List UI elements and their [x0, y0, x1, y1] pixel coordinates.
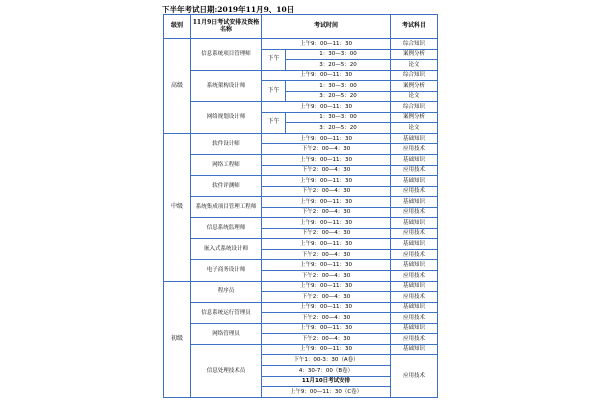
table-row	[164, 239, 438, 250]
exam-schedule-table	[163, 14, 438, 398]
exam-subject: 基础知识	[391, 302, 438, 313]
exam-name: 软件设计师	[191, 133, 262, 154]
header-level: 级别	[164, 15, 191, 39]
exam-time: 下午2：00—4：30	[262, 186, 391, 197]
exam-name: 网络管理员	[191, 323, 262, 344]
afternoon-label: 下午	[262, 49, 286, 70]
exam-name: 嵌入式系统设计师	[191, 239, 262, 260]
exam-subject: 论文	[391, 123, 438, 134]
exam-subject: 综合知识	[391, 70, 438, 81]
exam-subject: 论文	[391, 91, 438, 102]
exam-name: 网络工程师	[191, 155, 262, 176]
exam-time: 上午9：00—11：30	[262, 102, 391, 113]
exam-time: 上午9：00—11：30	[262, 70, 391, 81]
exam-time: 3：20—5：20	[286, 60, 391, 71]
exam-time: 上午9：00—11：30（C卷）	[262, 387, 391, 398]
exam-time: 下午2：00—4：30	[262, 228, 391, 239]
exam-time: 上午9：00—11：30	[262, 39, 391, 50]
exam-time: 下午1：00-3：30（A卷）	[262, 355, 391, 366]
table-row	[164, 344, 438, 355]
table-row	[164, 218, 438, 229]
exam-time: 上午9：00—11：30	[262, 323, 391, 334]
table-row	[164, 39, 438, 50]
table-row	[164, 102, 438, 113]
exam-name: 电子商务设计师	[191, 260, 262, 281]
exam-subject: 应用技术	[391, 207, 438, 218]
table-row	[164, 155, 438, 166]
exam-subject: 基础知识	[391, 344, 438, 355]
exam-subject: 基础知识	[391, 176, 438, 187]
exam-time: 下午2：00—4：30	[262, 165, 391, 176]
exam-time: 3：20—5：20	[286, 91, 391, 102]
exam-time: 1：30—3：00	[286, 49, 391, 60]
table-row	[164, 323, 438, 334]
exam-time: 下午2：00—4：30	[262, 313, 391, 324]
exam-subject: 基础知识	[391, 218, 438, 229]
exam-time: 下午2：00—4：30	[262, 249, 391, 260]
exam-subject: 案例分析	[391, 49, 438, 60]
exam-subject: 基础知识	[391, 239, 438, 250]
exam-time: 下午2：00—4：30	[262, 207, 391, 218]
afternoon-label: 下午	[262, 112, 286, 133]
exam-subject: 应用技术	[391, 313, 438, 324]
exam-time: 下午2：00—4：30	[262, 271, 391, 282]
exam-subject: 应用技术	[391, 355, 438, 398]
exam-time: 上午9：00—11：30	[262, 239, 391, 250]
level-mid: 中级	[164, 133, 191, 281]
exam-subject: 基础知识	[391, 281, 438, 292]
exam-subject: 基础知识	[391, 155, 438, 166]
exam-subject: 综合知识	[391, 39, 438, 50]
exam-time: 1：30—3：00	[286, 81, 391, 92]
exam-subject: 应用技术	[391, 165, 438, 176]
exam-time: 上午9：00—11：30	[262, 302, 391, 313]
exam-time: 下午2：00—4：30	[262, 334, 391, 345]
exam-time: 上午9：00—11：30	[262, 197, 391, 208]
exam-time: 上午9：00—11：30	[262, 260, 391, 271]
exam-subject: 应用技术	[391, 334, 438, 345]
exam-name: 信息系统项目管理师	[191, 39, 262, 71]
exam-time: 4：30-7：00（B卷）	[262, 365, 391, 376]
exam-time: 上午9：00—11：30	[262, 218, 391, 229]
exam-subject: 基础知识	[391, 260, 438, 271]
exam-time: 上午9：00—11：30	[262, 281, 391, 292]
exam-time: 下午2：00—4：30	[262, 292, 391, 303]
exam-time: 下午2：00—4：30	[262, 144, 391, 155]
exam-time: 3：20—5：20	[286, 123, 391, 134]
exam-name: 信息系统运行管理员	[191, 302, 262, 323]
table-header-row	[164, 15, 438, 39]
exam-subject: 案例分析	[391, 81, 438, 92]
table-row	[164, 176, 438, 187]
exam-subject: 应用技术	[391, 186, 438, 197]
exam-name: 系统架构设计师	[191, 70, 262, 102]
exam-subject: 基础知识	[391, 133, 438, 144]
table-row	[164, 281, 438, 292]
exam-name: 网络规划设计师	[191, 102, 262, 134]
exam-name: 信息系统监理师	[191, 218, 262, 239]
exam-name: 信息处理技术员	[191, 344, 262, 397]
exam-subject: 应用技术	[391, 249, 438, 260]
table-row	[164, 197, 438, 208]
exam-subject: 案例分析	[391, 112, 438, 123]
table-row	[164, 70, 438, 81]
exam-name: 软件评测师	[191, 176, 262, 197]
exam-name: 程序员	[191, 281, 262, 302]
table-row	[164, 133, 438, 144]
exam-subject: 基础知识	[391, 323, 438, 334]
exam-time: 上午9：00—11：30	[262, 155, 391, 166]
level-low: 初级	[164, 281, 191, 397]
header-name: 11月9日考试安排及资格名称	[191, 15, 262, 39]
exam-subject: 应用技术	[391, 292, 438, 303]
exam-subject: 应用技术	[391, 144, 438, 155]
header-subject: 考试科目	[391, 15, 438, 39]
exam-time: 1：30—3：00	[286, 112, 391, 123]
header-time: 考试时间	[262, 15, 391, 39]
exam-subject: 综合知识	[391, 102, 438, 113]
exam-subject: 论文	[391, 60, 438, 71]
afternoon-label: 下午	[262, 81, 286, 102]
day2-heading: 11月10日考试安排	[262, 376, 391, 387]
exam-subject: 应用技术	[391, 271, 438, 282]
exam-subject: 应用技术	[391, 228, 438, 239]
page-title: 下半年考试日期:2019年11月9、10日	[162, 5, 295, 14]
table-row	[164, 260, 438, 271]
exam-time: 上午9：00—11：30	[262, 344, 391, 355]
exam-subject: 基础知识	[391, 197, 438, 208]
table-row	[164, 302, 438, 313]
exam-time: 上午9：00—11：30	[262, 176, 391, 187]
exam-name: 系统集成项目管理工程师	[191, 197, 262, 218]
level-high: 高级	[164, 39, 191, 134]
exam-time: 上午9：00—11：30	[262, 133, 391, 144]
